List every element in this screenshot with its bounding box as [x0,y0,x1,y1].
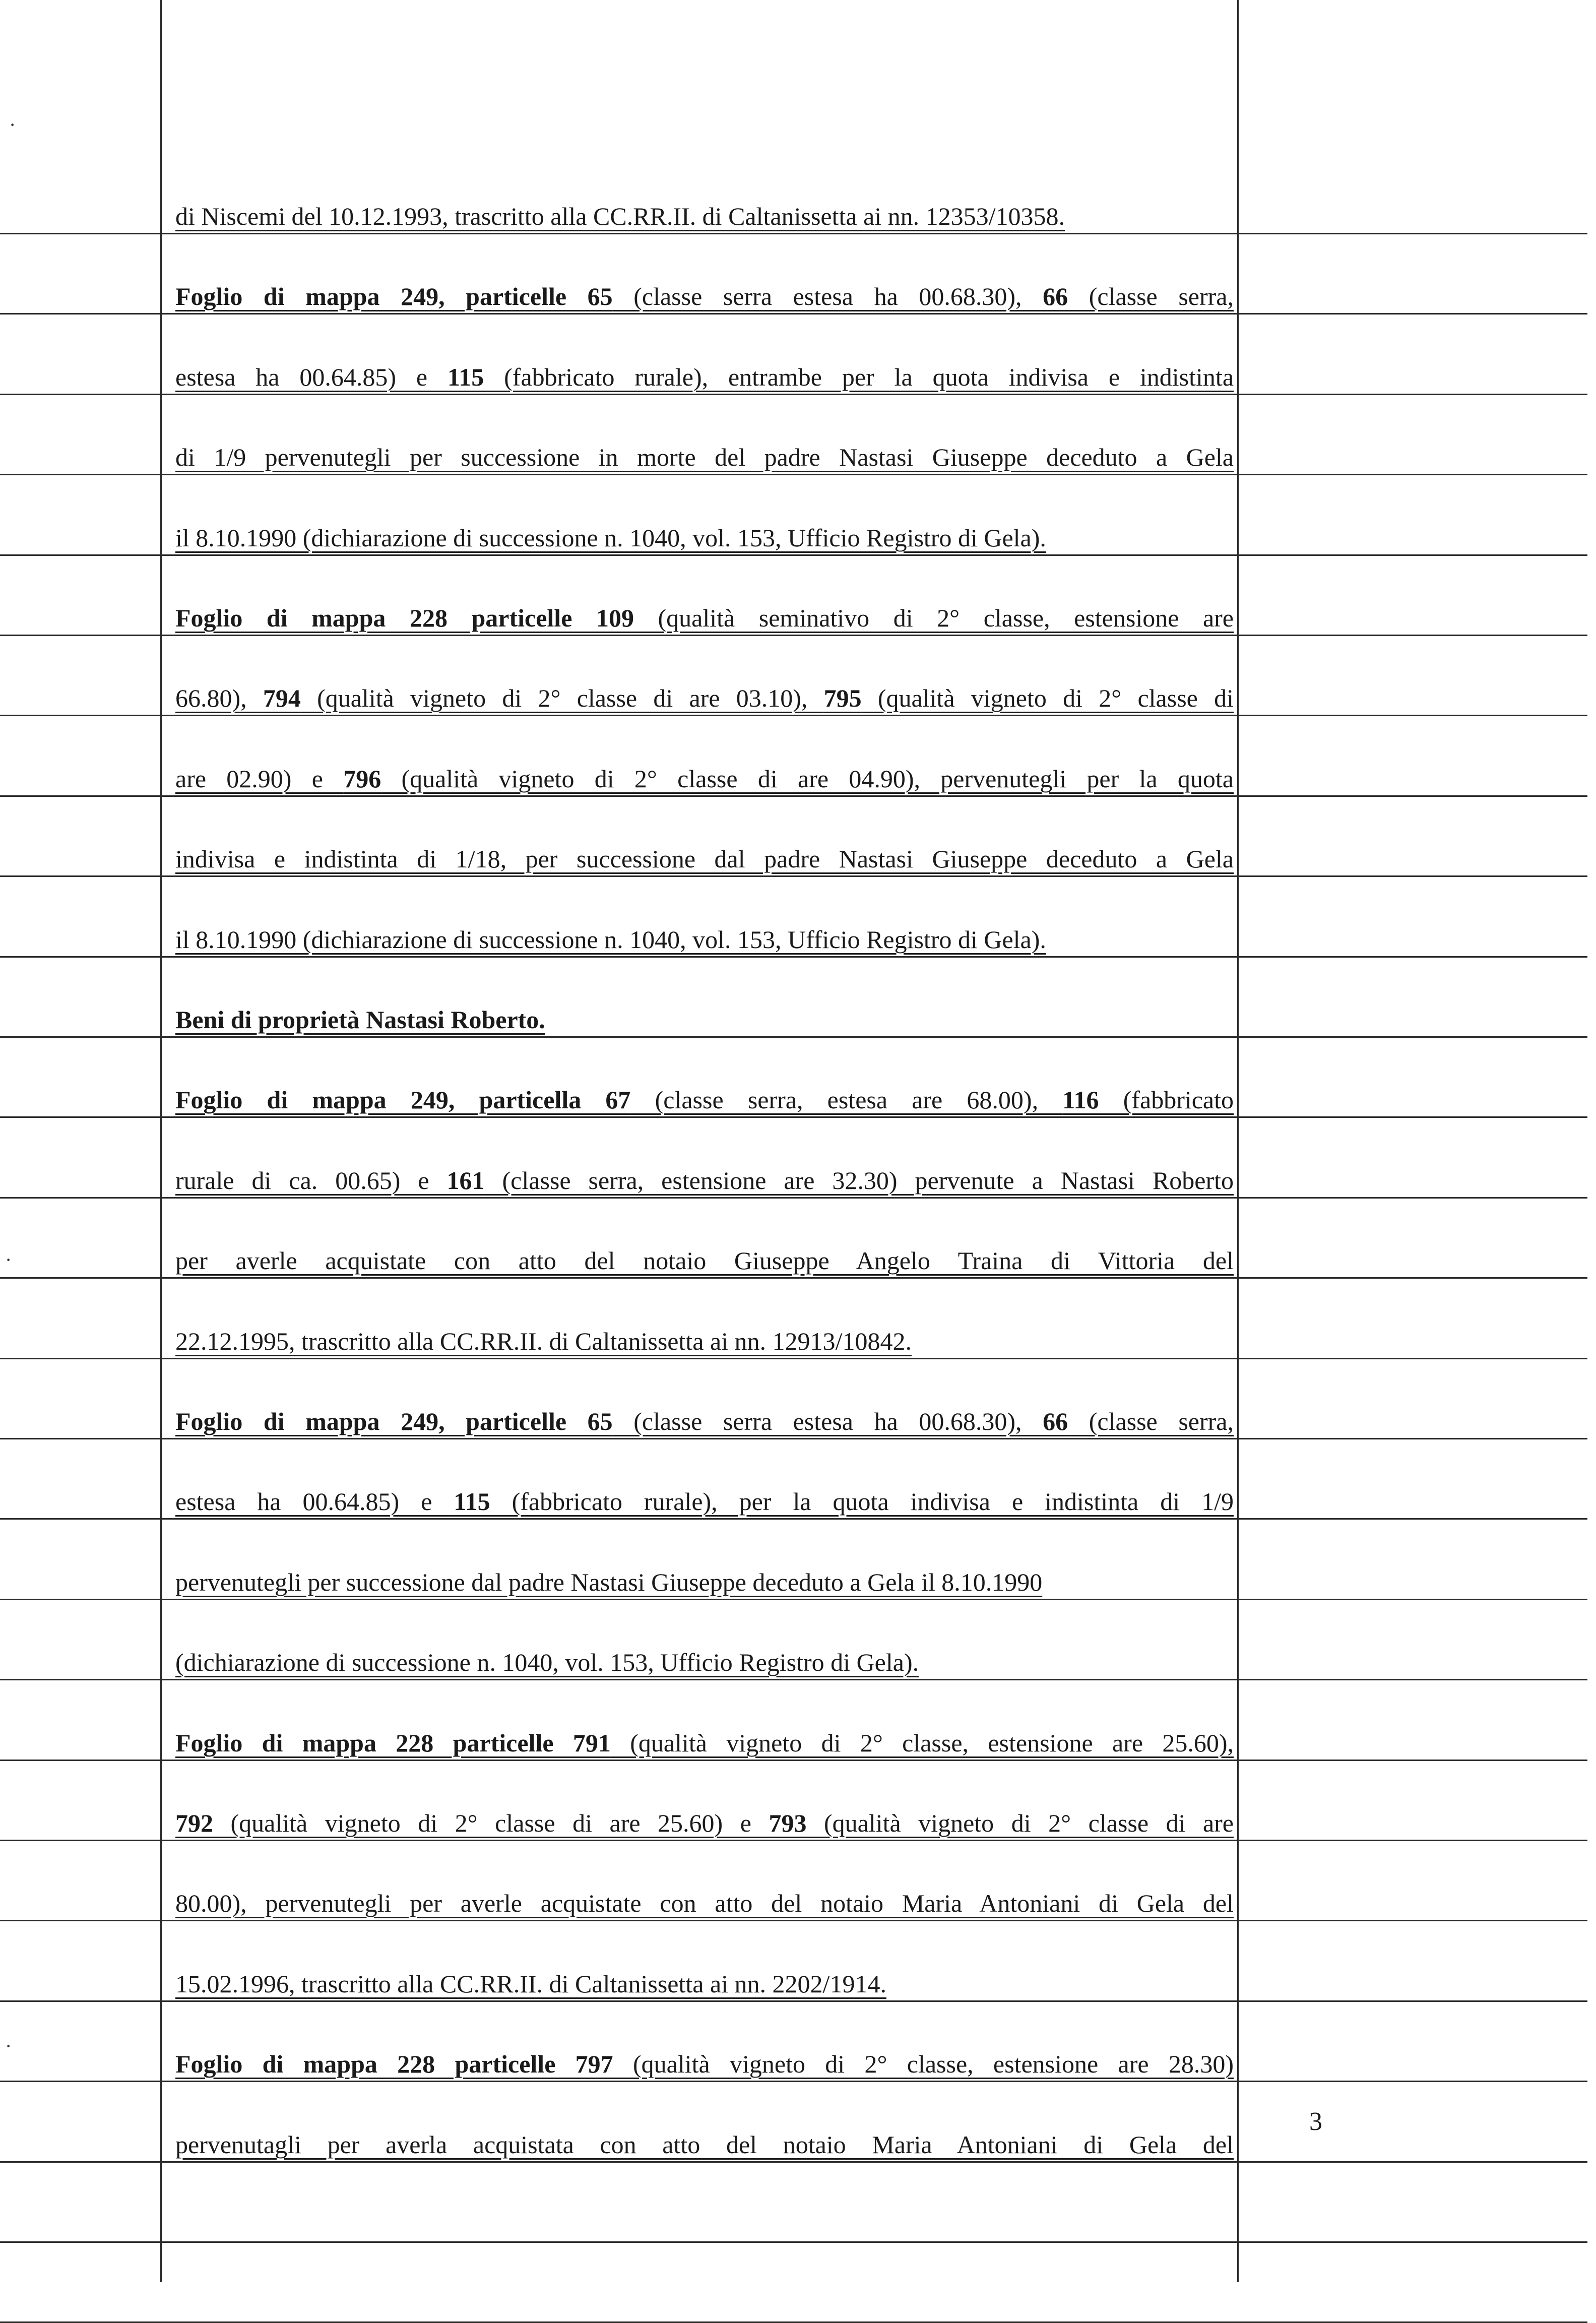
text-line [175,1407,1234,1436]
ruled-line [0,956,1587,958]
text-run: di 1/9 pervenutegli per successione in morte del padre Nastasi Giuseppe deceduto a Gela [175,443,1234,471]
text-line [175,1085,1234,1114]
ruled-line [0,795,1587,797]
bold-text: 794 [263,684,301,712]
text-line [175,1166,1234,1195]
text-run: 80.00), pervenutegli per averle acquistate con atto del notaio Maria Antoniani di Gela del [175,1889,1234,1917]
text-line [175,2049,1234,2079]
text-run: estesa ha 00.64.85) e [175,1487,454,1516]
text-line [175,1005,1234,1034]
text-run: (qualità vigneto di 2° classe di are [806,1809,1234,1837]
text-run: (classe serra estesa ha 00.68.30), [612,282,1043,310]
text-run: indivisa e indistinta di 1/18, per successione dal padre Nastasi Giuseppe deceduto a Gela [175,845,1234,873]
text-run: (classe serra, estesa are 68.00), [630,1086,1063,1114]
bold-text: 796 [343,765,381,793]
text-line [175,202,1234,231]
text-run: (fabbricato [1099,1086,1234,1114]
bold-text: Foglio di mappa 249, particelle 65 [175,1407,613,1435]
bold-text: 161 [446,1166,485,1195]
text-line [175,443,1234,472]
bold-text: Foglio di mappa 228 particelle 797 [175,2050,613,2078]
ruled-line [0,1438,1587,1439]
text-line [175,1327,1234,1356]
ruled-line [0,1116,1587,1118]
text-run: (qualità vigneto di 2° classe di are 03.10), [300,684,824,712]
ruled-line [0,2000,1587,2002]
ruled-line [0,635,1587,636]
scan-speck: · [5,2035,12,2057]
text-run: (fabbricato rurale), per la quota indivisa e indistinta di 1/9 [490,1487,1234,1516]
ruled-line [0,394,1587,395]
text-run: (qualità vigneto di 2° classe di [861,684,1234,712]
bold-text: 66 [1043,1407,1068,1435]
text-line [175,1648,1234,1677]
text-line [175,523,1234,552]
bold-text: 115 [454,1487,490,1516]
text-run: (classe serra, [1068,1407,1234,1435]
bold-text: 115 [448,363,484,391]
text-run: (qualità vigneto di 2° classe, estensione are 25.60), [610,1729,1234,1757]
bold-text: Beni di proprietà Nastasi Roberto. [175,1006,545,1034]
ruled-line [0,1197,1587,1199]
text-run: pervenutagli per averla acquistata con atto del notaio Maria Antoniani di Gela del [175,2130,1234,2159]
text-line [175,1567,1234,1597]
text-run: il 8.10.1990 (dichiarazione di successione n. 1040, vol. 153, Ufficio Registro di Gela). [175,524,1046,552]
text-run: (qualità vigneto di 2° classe di are 04.90), pervenutegli per la quota [381,765,1234,793]
bold-text: 795 [823,684,862,712]
text-run: (fabbricato rurale), entrambe per la quota indivisa e indistinta [484,363,1234,391]
scan-speck: · [9,113,16,136]
bold-text: Foglio di mappa 249, particelle 65 [175,282,613,310]
text-run: (classe serra, [1068,282,1234,310]
text-line [175,1969,1234,1998]
text-run: di Niscemi del 10.12.1993, trascritto alla CC.RR.II. di Caltanissetta ai nn. 12353/10358. [175,202,1065,230]
text-run: pervenutegli per successione dal padre Nastasi Giuseppe deceduto a Gela il 8.10.1990 [175,1568,1043,1596]
text-line [175,603,1234,633]
scan-speck: · [5,1248,12,1271]
text-run: are 02.90) e [175,765,344,793]
ruled-line [0,1760,1587,1761]
bold-text: Foglio di mappa 249, particella 67 [175,1086,631,1114]
text-run: (qualità vigneto di 2° classe, estensione are 28.30) [613,2050,1234,2078]
text-run: (qualità seminativo di 2° classe, estensione are [633,604,1234,632]
text-line [175,1487,1234,1516]
ruled-line [0,1358,1587,1359]
text-line [175,683,1234,713]
text-line [175,1728,1234,1757]
bold-text: Foglio di mappa 228 particelle 791 [175,1729,611,1757]
text-line [175,1246,1234,1275]
ruled-line [0,1920,1587,1921]
text-line [175,282,1234,311]
text-run: (classe serra estesa ha 00.68.30), [612,1407,1043,1435]
ruled-line [0,554,1587,556]
text-run: per averle acquistate con atto del notaio Giuseppe Angelo Traina di Vittoria del [175,1246,1234,1275]
bold-text: 66 [1043,282,1068,310]
ruled-line [0,1599,1587,1600]
ruled-line [0,474,1587,475]
ruled-line [0,1840,1587,1841]
text-line [175,764,1234,793]
bold-text: Foglio di mappa 228 particelle 109 [175,604,634,632]
ruled-line [0,2161,1587,2163]
text-line [175,925,1234,954]
bold-text: 793 [769,1809,807,1837]
text-line [175,362,1234,392]
text-run: 66.80), [175,684,263,712]
text-line [175,1808,1234,1838]
text-run: (qualità vigneto di 2° classe di are 25.60) e [213,1809,769,1837]
ruled-line [0,1518,1587,1520]
left-margin-line [160,0,162,2282]
page-number: 3 [1309,2107,1322,2136]
ruled-line [0,313,1587,315]
text-run: rurale di ca. 00.65) e [175,1166,447,1195]
right-margin-line [1237,0,1239,2282]
bold-text: 116 [1062,1086,1099,1114]
ruled-line [0,233,1587,234]
ruled-line [0,1679,1587,1680]
ruled-line [0,2241,1587,2243]
text-run: (classe serra, estensione are 32.30) pervenute a Nastasi Roberto [484,1166,1234,1195]
text-run: (dichiarazione di successione n. 1040, vol. 153, Ufficio Registro di Gela). [175,1648,919,1676]
text-run: estesa ha 00.64.85) e [175,363,448,391]
text-line [175,2130,1234,2159]
ruled-line [0,875,1587,877]
text-run: il 8.10.1990 (dichiarazione di successione n. 1040, vol. 153, Ufficio Registro di Gela). [175,925,1046,954]
text-run: 22.12.1995, trascritto alla CC.RR.II. di Caltanissetta ai nn. 12913/10842. [175,1327,912,1355]
bold-text: 792 [175,1809,213,1837]
ruled-line [0,715,1587,716]
ruled-line [0,1036,1587,1038]
ruled-line [0,2081,1587,2082]
text-line [175,1889,1234,1918]
ruled-line [0,1277,1587,1279]
text-run: 15.02.1996, trascritto alla CC.RR.II. di Caltanissetta ai nn. 2202/1914. [175,1970,886,1998]
text-line [175,844,1234,873]
